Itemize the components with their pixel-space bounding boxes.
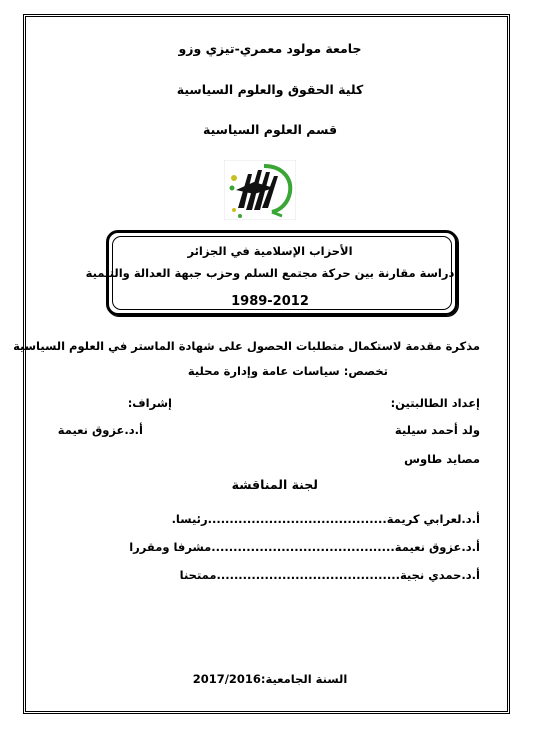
university-name: جامعة مولود معمري-تيزي وزو [178, 41, 362, 56]
specialty-value: سياسات عامة وإدارة محلية [187, 364, 340, 378]
committee-member-3: أ.د.حمدي نجية..........................................ممتحنا [179, 568, 480, 582]
thesis-title: الأحزاب الإسلامية في الجزائر [187, 244, 353, 258]
student-name-1: ولد أحمد سيلية [394, 423, 480, 437]
committee-heading: لجنة المناقشة [231, 477, 318, 492]
supervisor-label: إشراف: [127, 396, 172, 410]
thesis-note: مذكرة مقدمة لاستكمال متطلبات الحصول على شهادة الماستر في العلوم السياسية [13, 339, 480, 353]
department-name: قسم العلوم السياسية [202, 122, 337, 137]
committee-member-1: أ.د.لعرابي كريمة.........................................رئيسا. [171, 512, 480, 526]
committee-member-2: أ.د.عزوق نعيمة..........................................مشرفا ومقررا [129, 540, 480, 554]
faculty-name: كلية الحقوق والعلوم السياسية [176, 82, 364, 97]
academic-year: السنة الجامعية:2017/2016 [192, 672, 348, 686]
thesis-subtitle: دراسة مقارنة بين حركة مجتمع السلم وحزب جبهة العدالة والتنمية [85, 266, 455, 280]
thesis-years: 1989-2012 [231, 294, 309, 309]
students-label: إعداد الطالبتين: [390, 396, 480, 410]
supervisor-name: أ.د.عزوق نعيمة [57, 423, 143, 437]
university-logo-icon [224, 160, 296, 220]
student-name-2: مصايد طاوس [404, 452, 480, 466]
specialty-label: تخصص: [343, 364, 388, 378]
specialty [188, 364, 388, 378]
